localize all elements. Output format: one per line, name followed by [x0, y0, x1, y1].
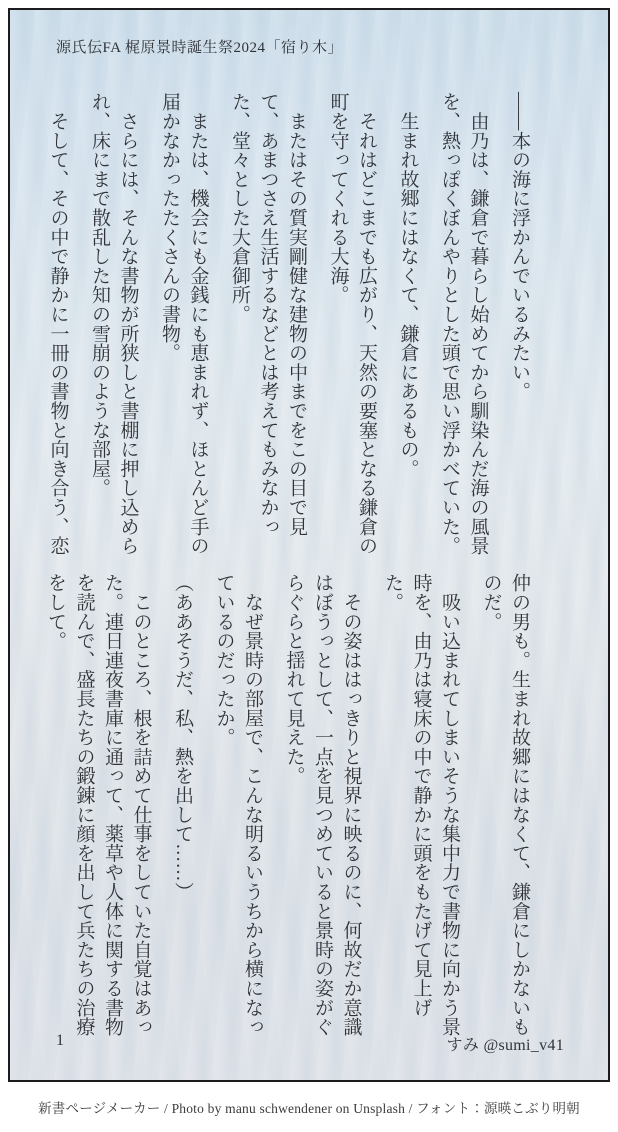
paragraph: その姿ははっきりと視界に映るのに、何故だか意識はぼうっとして、一点を見つめていると景時の姿がぐらぐらと揺れて見えた。: [283, 573, 362, 1037]
generator-credit-footer: 新書ページメーカー / Photo by manu schwendener on Unsplash / フォント：源暎こぶり明朝: [0, 1082, 618, 1132]
page-number: 1: [56, 1032, 64, 1049]
paragraph: または、機会にも金銭にも恵まれず、ほとんど手の届かなかったたくさんの書物。: [159, 92, 209, 556]
paragraph: またはその質実剛健な建物の中までをこの目で見て、あまつさえ生活するなどとは考えてもみなかった、堂々とした大倉御所。: [229, 92, 307, 536]
paragraph: なぜ景時の部屋で、こんな明るいうちから横になっているのだったか。: [213, 573, 263, 1037]
paragraph: そして、その中で静かに一冊の書物と向き合う、恋: [47, 92, 69, 556]
paragraph: ――本の海に浮かんでいるみたい。: [509, 92, 530, 401]
paragraph: （ああそうだ、私、熱を出して……）: [172, 573, 193, 902]
novel-page-sheet: [8, 8, 610, 1082]
paragraph: 吸い込まれてしまいそうな集中力で書物に向かう景時を、由乃は寝床の中で静かに頭をもたげて見上げた。: [382, 573, 460, 1037]
author-credit: すみ @sumi_v41: [446, 1037, 564, 1054]
paragraph: さらには、そんな書物が所狭しと書棚に押し込められ、床にまで散乱した知の雪崩のような部屋。: [89, 92, 139, 556]
paragraph: それはどこまでも広がり、天然の要塞となる鎌倉の町を守ってくれる大海。: [327, 92, 377, 556]
paragraph: このところ、根を詰めて仕事をしていた自覚はあった。連日連夜書庫に通って、薬草や人体に関する書物を読んで、盛長たちの鍛錬に顔を出して兵たちの治療をして。: [45, 573, 152, 1037]
page-header-title: 源氏伝FA 梶原景時誕生祭2024「宿り木」: [56, 40, 343, 56]
paragraph: 仲の男も。生まれ故郷にはなくて、鎌倉にしかないものだ。: [480, 573, 530, 1037]
vertical-text-block-lower: [28, 573, 534, 1045]
paragraph: 生まれ故郷にはなくて、鎌倉にあるもの。: [397, 92, 419, 478]
vertical-text-block-upper: [30, 92, 533, 560]
paragraph: 由乃は、鎌倉で暮らし始めてから馴染んだ海の風景を、熱っぽくぼんやりとした頭で思い浮かべていた。: [439, 92, 489, 556]
